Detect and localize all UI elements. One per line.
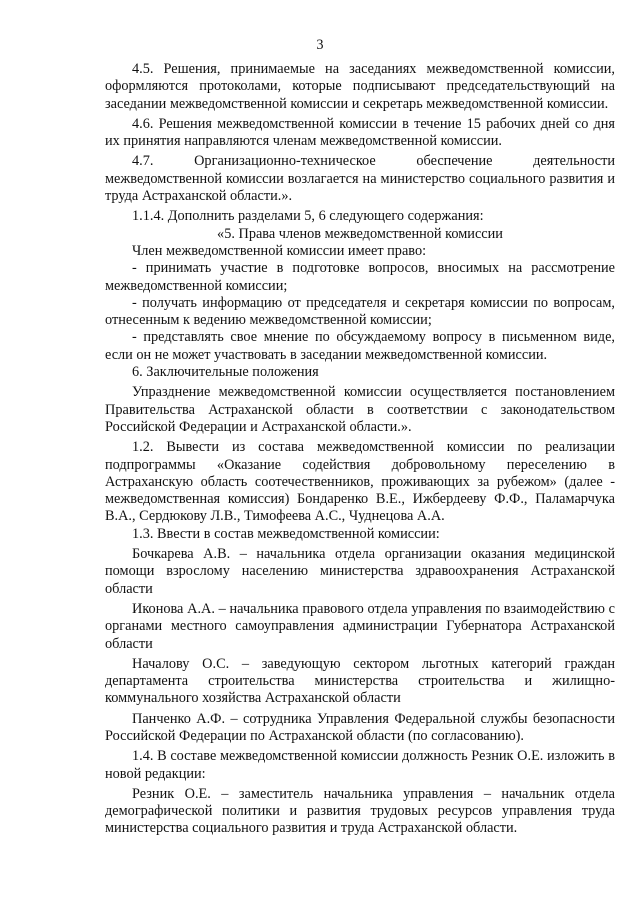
member-rights-intro: Член межведомственной комиссии имеет право: (132, 242, 427, 259)
member-entry: Началову О.С. – заведующую сектором льготных категорий граждан департамента строительства министерства строительства и жилищно-коммунального хозяйства Астраханской области (105, 655, 615, 707)
member-entry: Панченко А.Ф. – сотрудника Управления Федеральной службы безопасности Российской Федерации по Астраханской области (по согласованию). (105, 710, 615, 744)
paragraph-4-6: 4.6. Решения межведомственной комиссии в течение 15 рабочих дней со дня их принятия направляются членам межведомственной комиссии. (105, 115, 615, 150)
member-right-item: - представлять свое мнение по обсуждаемому вопросу в письменном виде, если он не может участвовать в заседании межведомственной комиссии. (105, 329, 615, 363)
paragraph-4-5: 4.5. Решения, принимаемые на заседаниях межведомственной комиссии, оформляются протоколами, которые подписывают председательствующий на заседании межведомственной комиссии и секретарь межведомственной комиссии. (105, 61, 615, 112)
member-entry: Бочкарева А.В. – начальника отдела организации оказания медицинской помощи взрослому населению министерства здравоохранения Астраханской области (105, 546, 615, 597)
member-right-item: - получать информацию от председателя и секретаря комиссии по вопросам, отнесенным к ведению межведомственной комиссии; (105, 294, 615, 329)
paragraph-1-3: 1.3. Ввести в состав межведомственной комиссии: (132, 525, 440, 542)
page-number: 3 (316, 37, 324, 53)
member-entry: Иконова А.А. – начальника правового отдела управления по взаимодействию с органами местного самоуправления администрации Губернатора Астраханской области (105, 600, 615, 652)
member-entry: Резник О.Е. – заместитель начальника управления – начальник отдела демографической политики и развития трудовых ресурсов управления труда министерства социального развития и труда Астраханской области. (105, 785, 615, 837)
section-5-heading: «5. Права членов межведомственной комиссии (217, 225, 503, 242)
paragraph-1-2: 1.2. Вывести из состава межведомственной комиссии по реализации подпрограммы «Оказание содействия добровольному переселению в Астраханскую область соотечественников, проживающих за рубежом» (далее - межведомственная комиссия) Бондаренко В.Е., Ижбердееву Ф.Ф., Паламарчука В.А., Сердюкову Л.В., Тимофеева А.С., Чуднецова А.А. (105, 439, 615, 525)
paragraph-4-7: 4.7. Организационно-техническое обеспечение деятельности межведомственной комиссии возлагается на министерство социального развития и труда Астраханской области.». (105, 153, 615, 205)
final-provisions-text: Упразднение межведомственной комиссии осуществляется постановлением Правительства Астраханской области в соответствии с законодательством Российской Федерации и Астраханской области.». (105, 384, 615, 435)
member-right-item: - принимать участие в подготовке вопросов, вносимых на рассмотрение межведомственной комиссии; (105, 260, 615, 294)
section-6-heading: 6. Заключительные положения (132, 364, 319, 381)
paragraph-1-1-4: 1.1.4. Дополнить разделами 5, 6 следующего содержания: (132, 208, 484, 225)
paragraph-1-4: 1.4. В составе межведомственной комиссии должность Резник О.Е. изложить в новой редакции: (105, 748, 615, 782)
document-body (105, 61, 615, 838)
